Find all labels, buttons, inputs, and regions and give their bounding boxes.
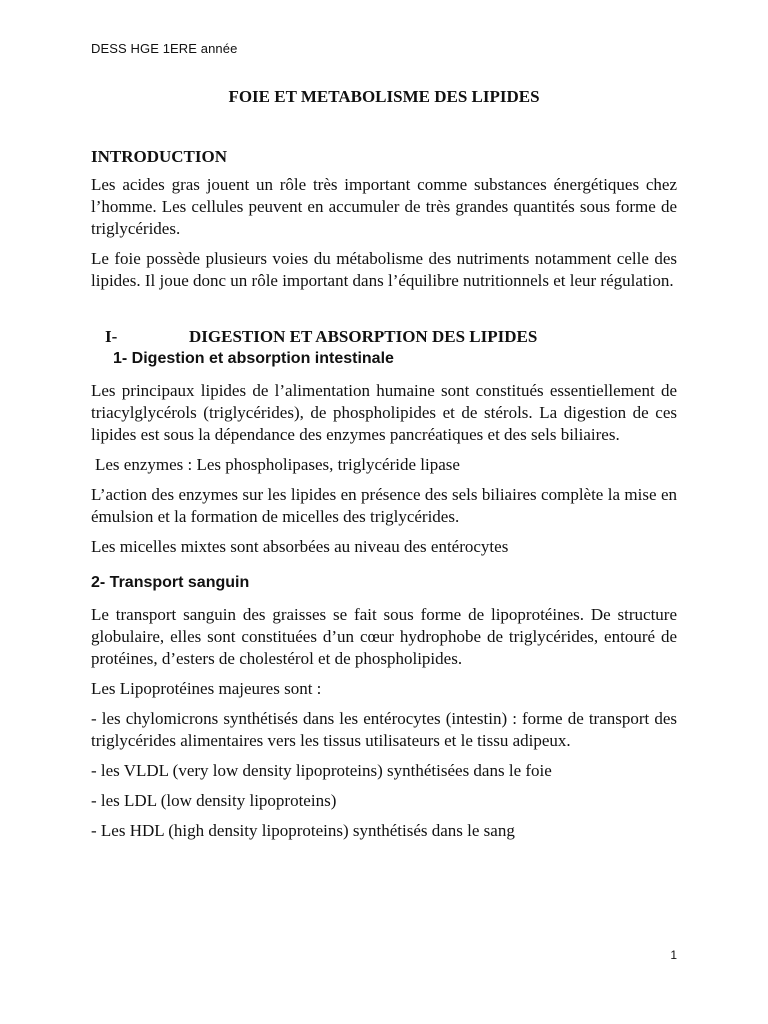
- intro-paragraph-1: Les acides gras jouent un rôle très important comme substances énergétiques chez l’homme. Les cellules peuvent en accumuler de très grandes quantités sous forme de triglycérides.: [91, 175, 677, 238]
- introduction-heading: INTRODUCTION: [91, 147, 228, 166]
- section-heading: [91, 326, 677, 348]
- digestion-paragraph-1: Les principaux lipides de l’alimentation humaine sont constitués essentiellement de triacylglycérols (triglycérides), de phospholipides et de stérols. La digestion de ces lipides est sous la dépendance des enzymes pancréatiques et des sels biliaires.: [91, 381, 677, 444]
- page-number: 1: [670, 948, 677, 962]
- document-body: [91, 146, 677, 850]
- digestion-paragraph-2: Les enzymes : Les phospholipases, triglycéride lipase: [95, 455, 460, 474]
- transport-paragraph-2: Les Lipoprotéines majeures sont :: [91, 679, 322, 698]
- intro-paragraph-2: Le foie possède plusieurs voies du métabolisme des nutriments notamment celle des lipides. Il joue donc un rôle important dans l’équilibre nutritionnels et leur régulation.: [91, 249, 677, 290]
- digestion-paragraph-4: Les micelles mixtes sont absorbées au niveau des entérocytes: [91, 537, 509, 556]
- transport-list-item-2: - les VLDL (very low density lipoproteins) synthétisées dans le foie: [91, 761, 552, 780]
- digestion-paragraph-3: L’action des enzymes sur les lipides en présence des sels biliaires complète la mise en émulsion et la formation de micelles des triglycérides.: [91, 485, 677, 526]
- subsection-heading-digestion: 1- Digestion et absorption intestinale: [113, 350, 394, 367]
- section-title: DIGESTION ET ABSORPTION DES LIPIDES: [189, 327, 538, 346]
- transport-list-item-3: - les LDL (low density lipoproteins): [91, 791, 337, 810]
- running-header: DESS HGE 1ERE année: [91, 41, 238, 56]
- transport-paragraph-1: Le transport sanguin des graisses se fait sous forme de lipoprotéines. De structure globulaire, elles sont constituées d’un cœur hydrophobe de triglycérides, entouré de protéines, d’esters de cholestérol et de phospholipides.: [91, 605, 677, 668]
- subsection-heading-transport: 2- Transport sanguin: [91, 574, 250, 591]
- transport-list-item-1: - les chylomicrons synthétisés dans les entérocytes (intestin) : forme de transport des triglycérides alimentaires vers les tissus utilisateurs et le tissu adipeux.: [91, 709, 677, 750]
- document-title: FOIE ET METABOLISME DES LIPIDES: [228, 87, 540, 106]
- transport-list-item-4: - Les HDL (high density lipoproteins) synthétisés dans le sang: [91, 821, 515, 840]
- section-number: I-: [105, 327, 118, 346]
